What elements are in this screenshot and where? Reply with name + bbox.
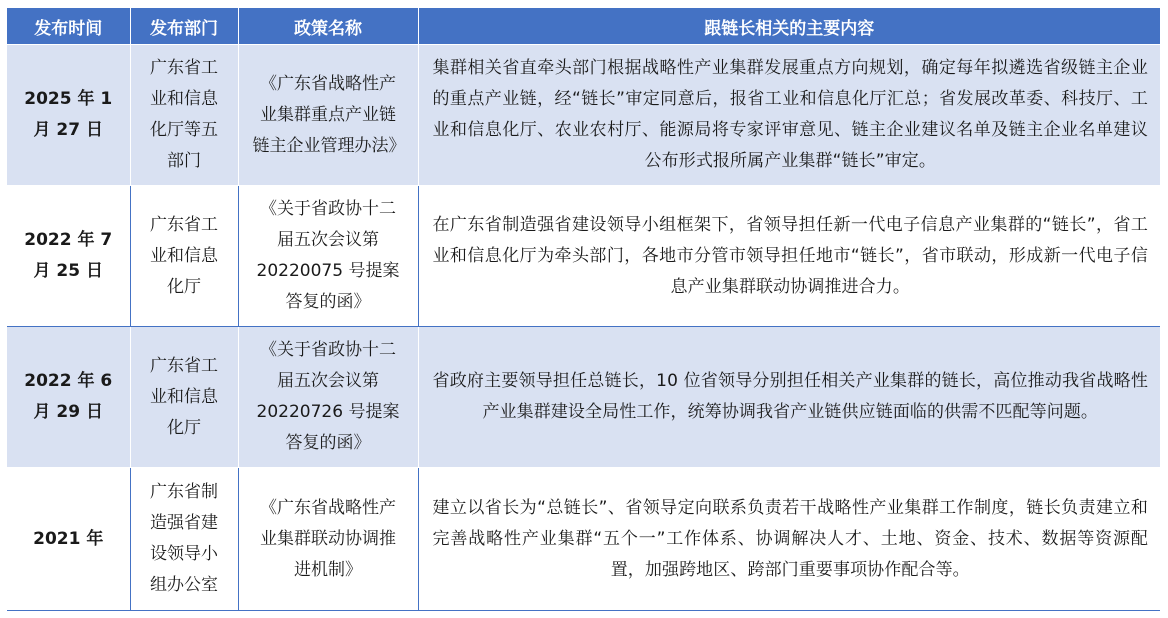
table-body bbox=[7, 45, 1160, 611]
table-row bbox=[7, 327, 1160, 468]
cell-policy-name: 《广东省战略性产业集群重点产业链链主企业管理办法》 bbox=[238, 45, 418, 186]
cell-date: 2022 年 7 月 25 日 bbox=[7, 186, 130, 327]
cell-date: 2022 年 6 月 29 日 bbox=[7, 327, 130, 468]
cell-dept: 广东省工业和信息化厅等五部门 bbox=[130, 45, 238, 186]
cell-dept: 广东省工业和信息化厅 bbox=[130, 186, 238, 327]
header-dept: 发布部门 bbox=[130, 8, 238, 45]
cell-date: 2025 年 1 月 27 日 bbox=[7, 45, 130, 186]
header-date: 发布时间 bbox=[7, 8, 130, 45]
header-name: 政策名称 bbox=[238, 8, 418, 45]
cell-date: 2021 年 bbox=[7, 468, 130, 611]
cell-dept: 广东省工业和信息化厅 bbox=[130, 327, 238, 468]
policy-table bbox=[7, 8, 1160, 611]
cell-content: 建立以省长为“总链长”、省领导定向联系负责若干战略性产业集群工作制度，链长负责建立和完善战略性产业集群“五个一”工作体系、协调解决人才、土地、资金、技术、数据等资源配置，加强跨地区、跨部门重要事项协作配合等。 bbox=[418, 468, 1160, 611]
table-header bbox=[7, 8, 1160, 45]
cell-content: 省政府主要领导担任总链长，10 位省领导分别担任相关产业集群的链长，高位推动我省战略性产业集群建设全局性工作，统筹协调我省产业链供应链面临的供需不匹配等问题。 bbox=[418, 327, 1160, 468]
table-row bbox=[7, 186, 1160, 327]
cell-content: 在广东省制造强省建设领导小组框架下，省领导担任新一代电子信息产业集群的“链长”，省工业和信息化厅为牵头部门，各地市分管市领导担任地市“链长”，省市联动，形成新一代电子信息产业集群联动协调推进合力。 bbox=[418, 186, 1160, 327]
table-row bbox=[7, 468, 1160, 611]
header-row bbox=[7, 8, 1160, 45]
header-content: 跟链长相关的主要内容 bbox=[418, 8, 1160, 45]
cell-policy-name: 《关于省政协十二届五次会议第 20220726 号提案答复的函》 bbox=[238, 327, 418, 468]
table-row bbox=[7, 45, 1160, 186]
cell-dept: 广东省制造强省建设领导小组办公室 bbox=[130, 468, 238, 611]
cell-content: 集群相关省直牵头部门根据战略性产业集群发展重点方向规划，确定每年拟遴选省级链主企业的重点产业链，经“链长”审定同意后，报省工业和信息化厅汇总；省发展改革委、科技厅、工业和信息化厅、农业农村厅、能源局将专家评审意见、链主企业建议名单及链主企业名单建议公布形式报所属产业集群“链长”审定。 bbox=[418, 45, 1160, 186]
cell-policy-name: 《关于省政协十二届五次会议第 20220075 号提案答复的函》 bbox=[238, 186, 418, 327]
cell-policy-name: 《广东省战略性产业集群联动协调推进机制》 bbox=[238, 468, 418, 611]
